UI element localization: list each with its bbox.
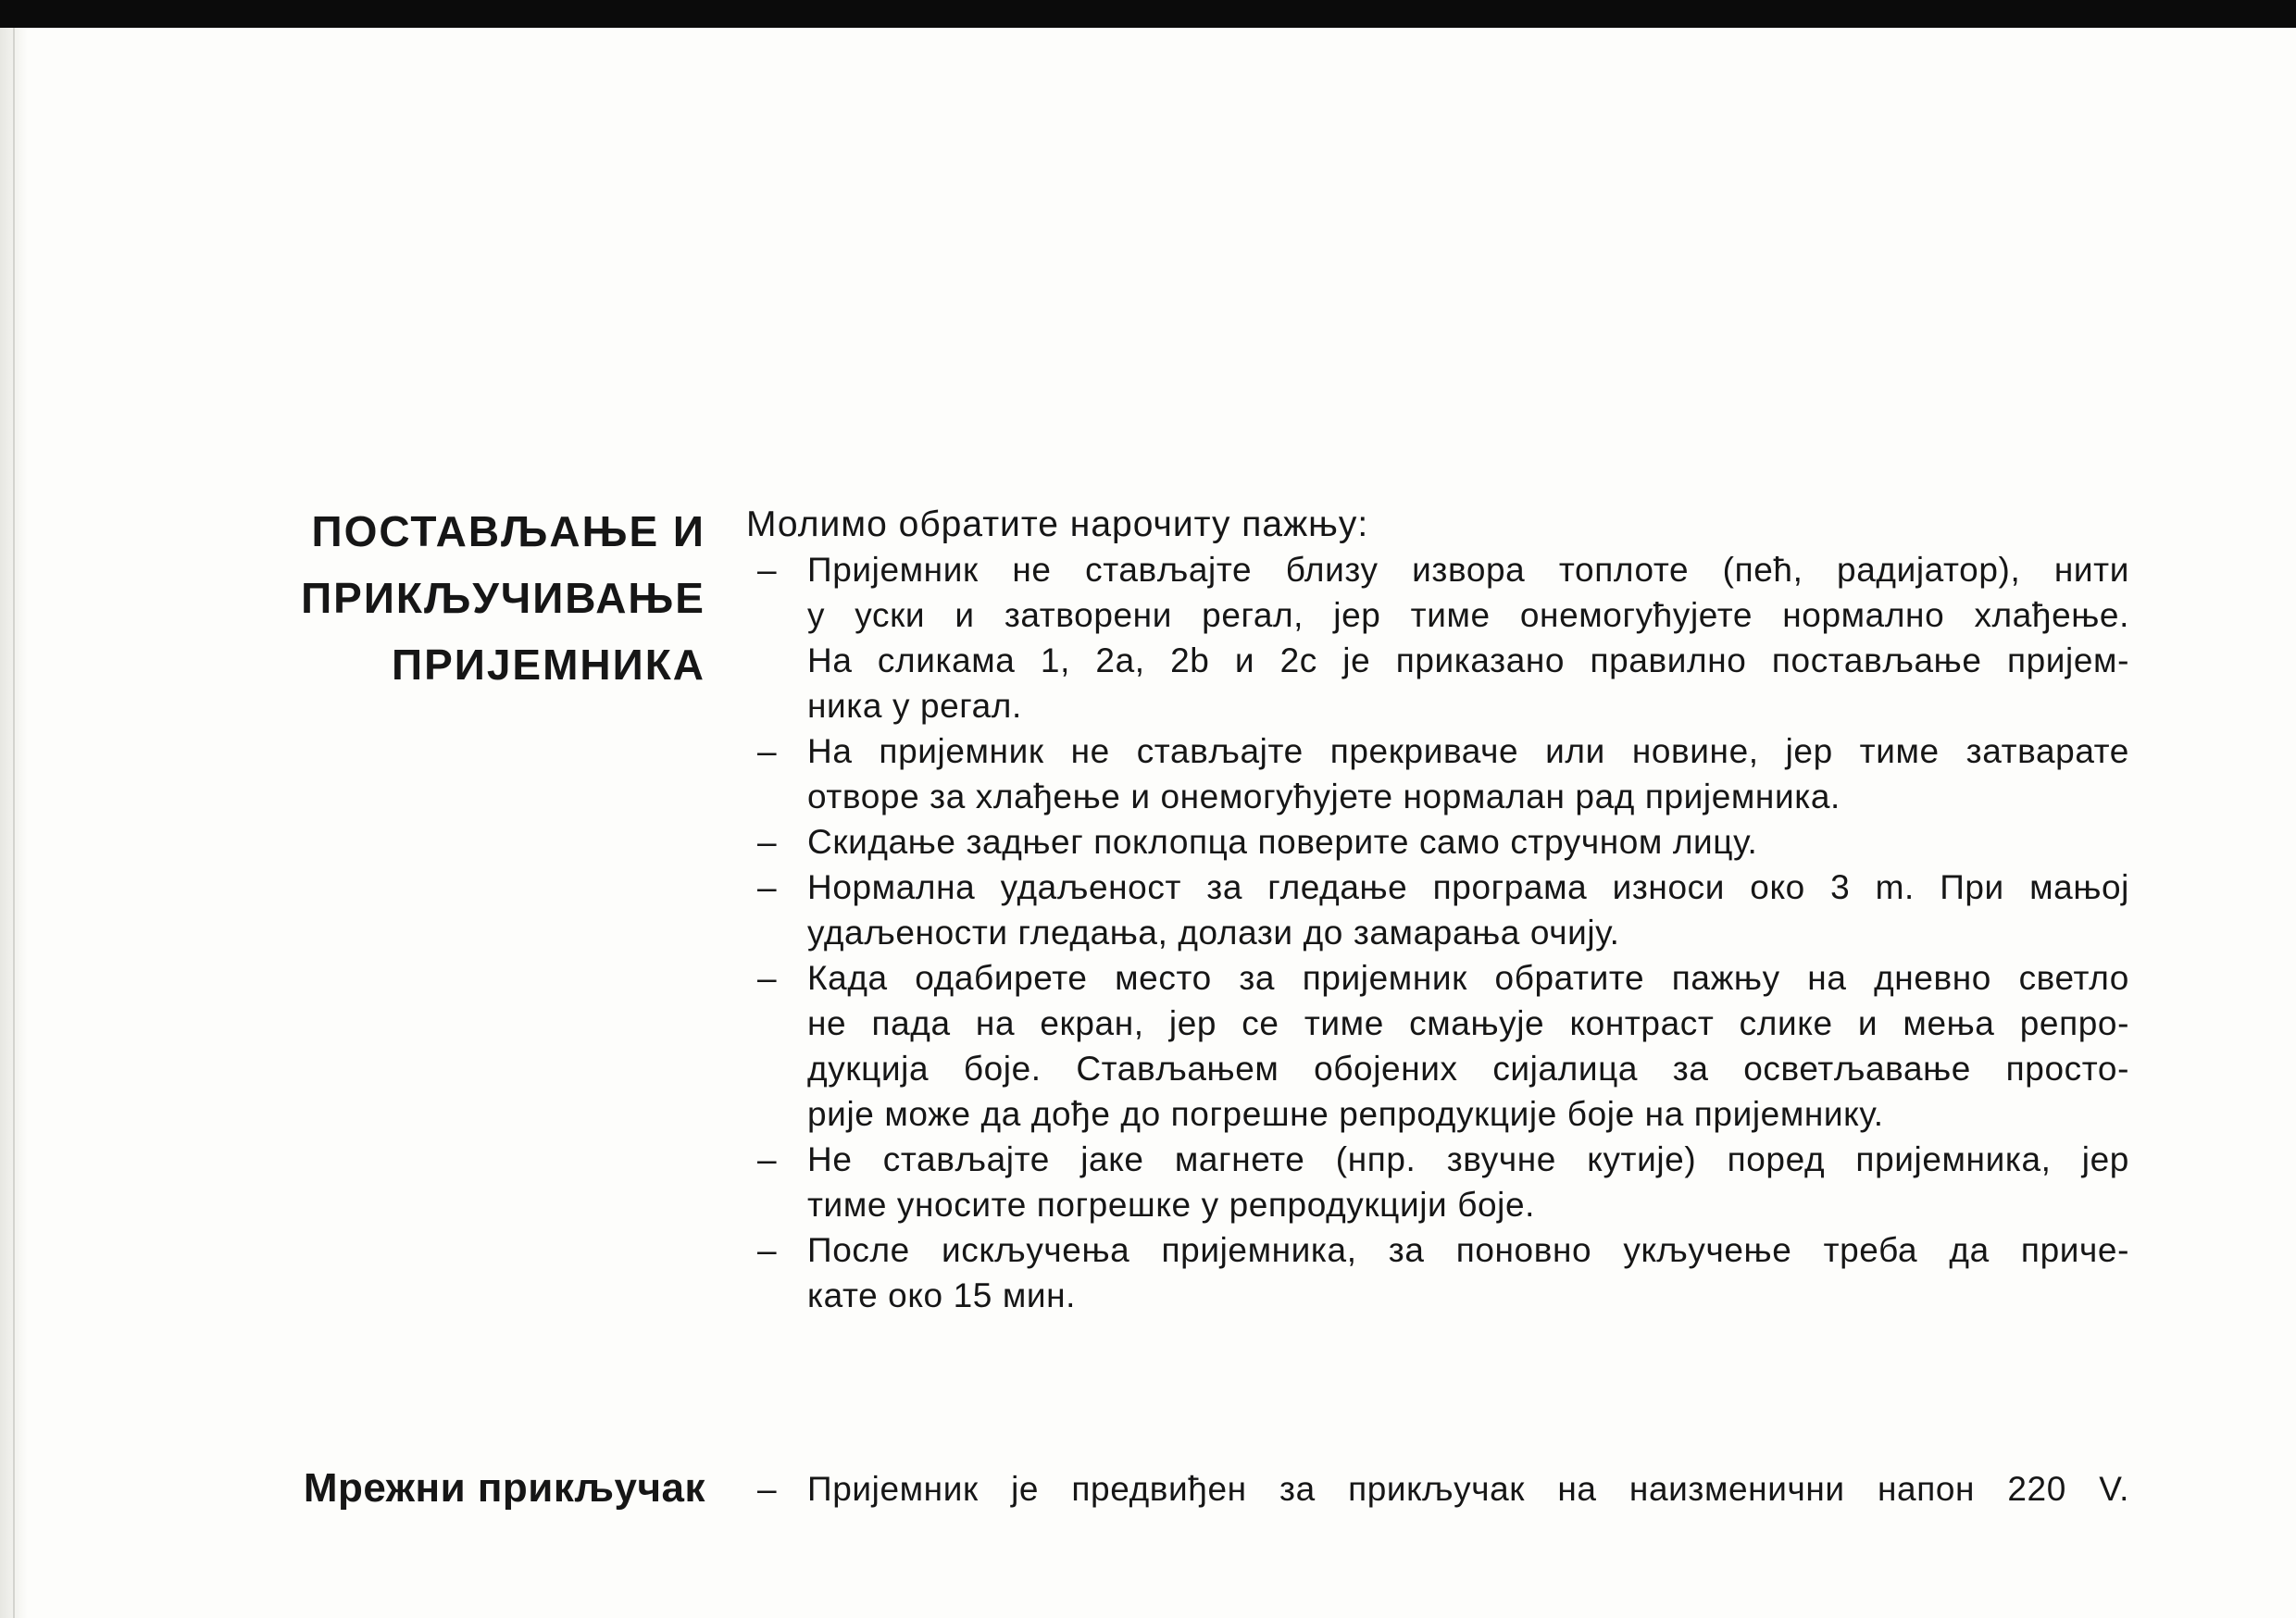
note-line: На сликама 1, 2а, 2b и 2с је приказано правилно постављање пријем- [807, 641, 2129, 679]
note-line: тиме уносите погрешке у репродукцији боје. [807, 1186, 1536, 1224]
dash-bullet: – [757, 1231, 778, 1269]
installation-title-line: ПРИКЉУЧИВАЊЕ [301, 574, 705, 622]
note-line: Пријемник је предвиђен за прикључак на наизменични напон 220 V. [807, 1470, 2129, 1508]
installation-title [57, 498, 705, 698]
scan-top-edge [0, 0, 2296, 28]
installation-note [746, 955, 2129, 1137]
installation-note [746, 1137, 2129, 1227]
page-binding-line [13, 28, 15, 1618]
note-line: Скидање задњег поклопца поверите само стручном лицу. [807, 823, 1758, 861]
dash-bullet: – [757, 551, 778, 589]
note-line: рије може да дође до погрешне репродукције боје на пријемнику. [807, 1095, 1884, 1133]
dash-bullet: – [757, 732, 778, 770]
installation-title-line: ПРИЈЕМНИКА [392, 641, 705, 689]
note-line: кате око 15 мин. [807, 1276, 1077, 1314]
installation-notes-list [746, 547, 2129, 1318]
note-line: у уски и затворени регал, јер тиме онемогућујете нормално хлађење. [807, 596, 2129, 634]
installation-title-line: ПОСТАВЉАЊЕ И [311, 507, 705, 555]
note-line: После искључења пријемника, за поновно укључење треба да приче- [807, 1231, 2129, 1269]
note-line: Не стављајте јаке магнете (нпр. звучне кутије) поред пријемника, јер [807, 1140, 2129, 1178]
note-line: удаљености гледања, долази до замарања очију. [807, 914, 1620, 952]
note-line: На пријемник не стављајте прекриваче или новине, јер тиме затварате [807, 732, 2129, 770]
installation-note [746, 865, 2129, 955]
installation-intro: Молимо обратите нарочиту пажњу: [746, 504, 1369, 544]
note-line: Пријемник не стављајте близу извора топлоте (пећ, радијатор), нити [807, 551, 2129, 589]
dash-bullet: – [757, 959, 778, 997]
note-line: отворе за хлађење и онемогућујете нормалан рад пријемника. [807, 778, 1841, 815]
note-line: ника у регал. [807, 687, 1022, 725]
installation-note [746, 547, 2129, 728]
note-line: Када одабирете место за пријемник обратите пажњу на дневно светло [807, 959, 2129, 997]
installation-note [746, 819, 2129, 865]
note-line: дукција боје. Стављањем обојених сијалица за осветљавање просто- [807, 1050, 2129, 1088]
mains-connection-title: Мрежни прикључак [303, 1465, 705, 1511]
mains-connection-note [746, 1466, 2129, 1512]
note-line: не пада на екран, јер се тиме смањује контраст слике и мења репро- [807, 1004, 2129, 1042]
note-line: Нормална удаљеност за гледање програма износи око 3 m. При мањој [807, 868, 2129, 906]
installation-note [746, 1227, 2129, 1318]
dash-bullet: – [757, 1140, 778, 1178]
installation-note [746, 728, 2129, 819]
dash-bullet: – [757, 823, 778, 861]
dash-bullet: – [757, 1470, 778, 1508]
mains-connection-list [746, 1466, 2129, 1512]
dash-bullet: – [757, 868, 778, 906]
